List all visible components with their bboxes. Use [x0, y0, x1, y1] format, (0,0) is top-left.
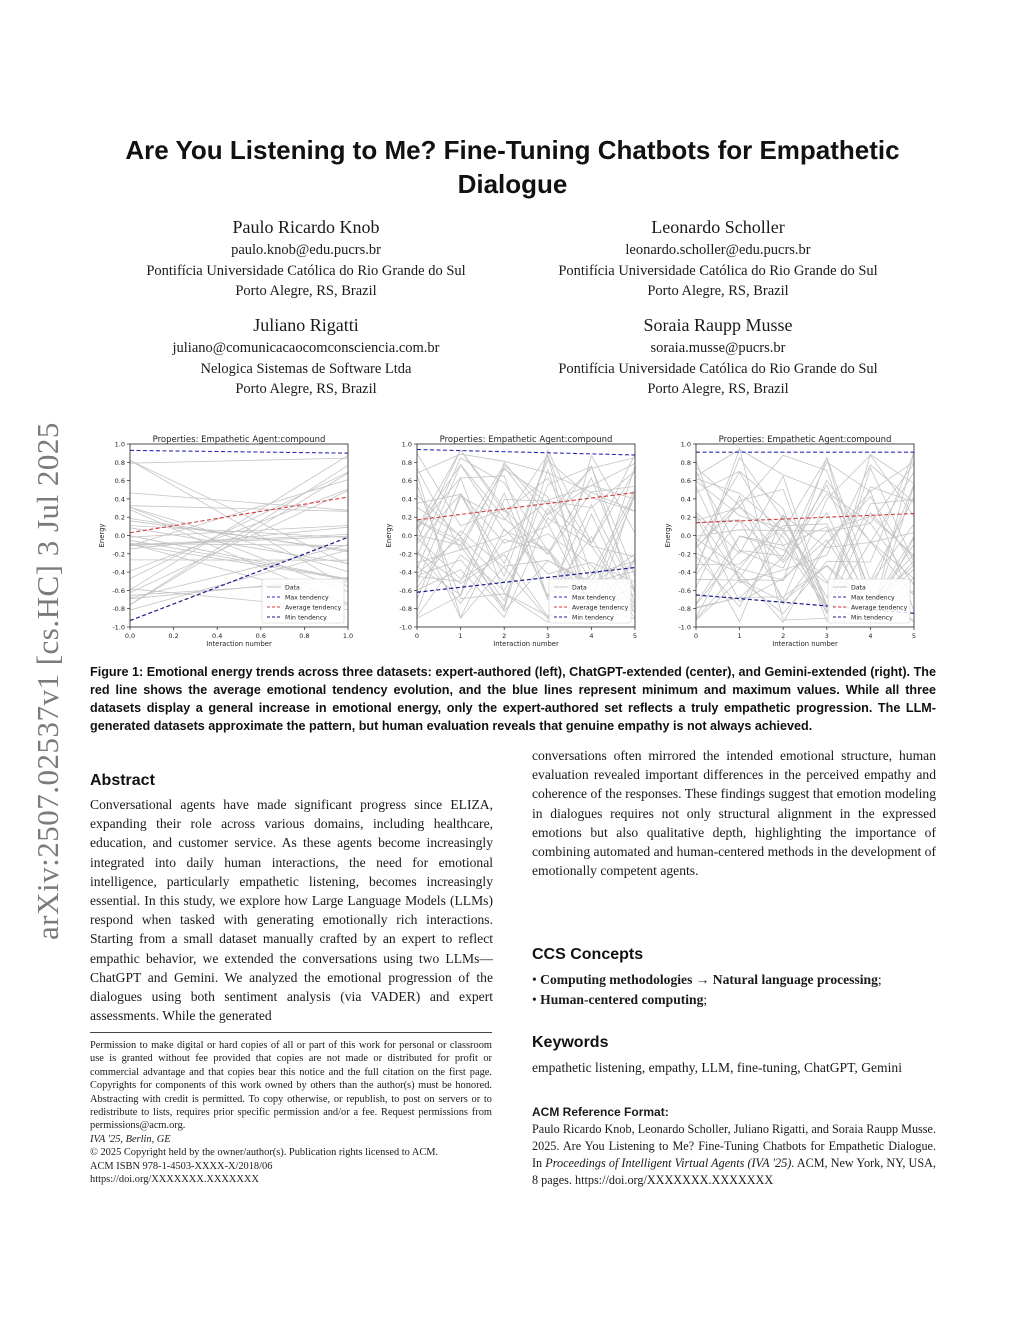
x-tick-label: 5 — [632, 632, 638, 640]
y-tick-label: -0.2 — [112, 550, 125, 559]
y-tick-label: 0.4 — [114, 495, 125, 504]
chart-title: Properties: Empathetic Agent:compound — [439, 435, 613, 445]
legend-label: Max tendency — [285, 594, 329, 602]
author-block-4 — [508, 312, 928, 400]
x-axis-label: Interaction number — [772, 640, 838, 648]
legend-label: Min tendency — [572, 614, 614, 622]
permission-text: Permission to make digital or hard copies of all or part of this work for personal or classroom use is granted without fee provided that copies are not made or distributed for profit or commercial advantage and that copies bear this notice and the full citation on the first page. Copyrights for components of this work owned by others than the author(s) must be honored. Abstracting with credit is permitted. To copy otherwise, or republish, to post on servers or to redistribute to lists, requires prior specific permission and/or a fee. Request permissions from permissions@acm.org. — [90, 1040, 492, 1132]
legend-label: Data — [285, 584, 300, 592]
max-tendency-line — [417, 449, 635, 454]
author-affiliation: Pontifícia Universidade Católica do Rio Grande do Sul — [146, 262, 466, 279]
author-email[interactable]: paulo.knob@edu.pucrs.br — [231, 242, 381, 258]
legend-label: Max tendency — [572, 594, 616, 602]
x-tick-label: 4 — [589, 632, 594, 640]
legend-label: Average tendency — [572, 604, 629, 612]
y-tick-label: 0.6 — [401, 477, 412, 486]
author-affiliation: Pontifícia Universidade Católica do Rio Grande do Sul — [558, 360, 878, 377]
x-tick-label: 1 — [458, 632, 463, 640]
legend-label: Data — [851, 584, 866, 592]
y-tick-label: 1.0 — [114, 440, 125, 449]
legend-label: Min tendency — [851, 614, 893, 622]
y-tick-label: -1.0 — [112, 623, 125, 632]
reference-text — [532, 1121, 936, 1189]
max-tendency-line — [130, 450, 348, 453]
y-axis-label: Energy — [98, 523, 106, 548]
data-trace — [130, 458, 348, 463]
y-tick-label: 0.0 — [401, 532, 412, 540]
x-tick-label: 3 — [824, 632, 829, 640]
copyright-line: © 2025 Copyright held by the owner/author(s). Publication rights licensed to ACM. — [90, 1147, 439, 1159]
data-trace — [130, 506, 348, 512]
author-block-1 — [96, 214, 516, 302]
isbn-line: ACM ISBN 978-1-4503-XXXX-X/2018/06 — [90, 1160, 273, 1172]
y-tick-label: -0.2 — [678, 550, 691, 559]
author-email[interactable]: juliano@comunicacaocomconsciencia.com.br — [172, 340, 440, 356]
author-affiliation: Pontifícia Universidade Católica do Rio Grande do Sul — [558, 262, 878, 279]
y-tick-label: 0.8 — [401, 458, 412, 467]
x-tick-label: 0.2 — [168, 632, 179, 640]
figure-1-charts — [92, 428, 937, 653]
legend-label: Data — [572, 584, 587, 592]
author-name: Paulo Ricardo Knob — [232, 217, 380, 237]
doi-link[interactable]: https://doi.org/XXXXXXX.XXXXXXX — [90, 1174, 259, 1186]
venue-line: IVA '25, Berlin, GE — [90, 1133, 171, 1145]
y-tick-label: 0.2 — [680, 513, 691, 522]
x-tick-label: 3 — [545, 632, 550, 640]
ccs-tail: ; — [877, 972, 882, 987]
y-tick-label: -0.6 — [112, 586, 125, 595]
chart-title: Properties: Empathetic Agent:compound — [718, 435, 892, 445]
y-tick-label: -0.4 — [399, 568, 412, 577]
y-tick-label: 0.4 — [680, 495, 691, 504]
chart-legend — [549, 579, 631, 623]
x-tick-label: 0.0 — [124, 632, 136, 640]
y-tick-label: 0.8 — [114, 458, 125, 467]
paper-title: Are You Listening to Me? Fine-Tuning Chatbots for Empathetic Dialogue — [125, 135, 900, 199]
y-axis-label: Energy — [385, 523, 393, 548]
reference-post: . ACM, New York, NY, USA, 8 pages. https://doi.org/XXXXXXX.XXXXXXX — [532, 1156, 936, 1187]
permission-notice — [90, 1032, 492, 1186]
y-tick-label: -1.0 — [678, 623, 691, 632]
x-tick-label: 2 — [781, 632, 786, 640]
abstract-heading: Abstract — [90, 772, 155, 789]
ccs-list — [532, 970, 936, 1010]
ccs-item — [532, 990, 936, 1010]
author-name: Juliano Rigatti — [253, 315, 359, 335]
author-name: Soraia Raupp Musse — [643, 315, 793, 335]
x-tick-label: 0.8 — [299, 632, 310, 640]
author-location: Porto Alegre, RS, Brazil — [647, 283, 789, 299]
legend-label: Average tendency — [285, 604, 342, 612]
y-tick-label: -0.8 — [678, 605, 691, 614]
chart-panel-1 — [98, 435, 353, 648]
author-location: Porto Alegre, RS, Brazil — [647, 381, 789, 397]
reference-pre: Paulo Ricardo Knob, Leonardo Scholler, Juliano Rigatti, and Soraia Raupp Musse. 2025. Are You Listening to Me? Fine-Tuning Chatbots for Empathetic Dialogue. In — [532, 1122, 936, 1170]
reference-venue: Proceedings of Intelligent Virtual Agents (IVA '25) — [545, 1156, 792, 1170]
data-trace — [130, 491, 348, 593]
y-tick-label: 1.0 — [401, 440, 412, 449]
y-tick-label: 0.0 — [680, 532, 691, 540]
chart-panel-3 — [664, 435, 916, 648]
author-location: Porto Alegre, RS, Brazil — [235, 283, 377, 299]
figure-1 — [92, 428, 937, 653]
y-tick-label: -0.8 — [112, 605, 125, 614]
chart-panel-2 — [385, 435, 637, 648]
keywords-heading: Keywords — [532, 1034, 609, 1051]
data-trace — [130, 536, 348, 579]
y-axis-label: Energy — [664, 523, 672, 548]
figure-caption: Figure 1: Emotional energy trends across three datasets: expert-authored (left), ChatGPT-extended (center), and Gemini-extended (right). The red line shows the average emotional tendency evolution, and the blue lines represent minimum and maximum values. While all three datasets display a general increase in emotional energy, only the expert-authored set reflects a truly empathetic progression. The LLM-generated datasets approximate the pattern, but human evaluation reveals that genuine empathy is not always achieved. — [90, 665, 936, 733]
ccs-item — [532, 970, 936, 990]
bullet: • — [532, 992, 537, 1007]
y-tick-label: 0.2 — [114, 513, 125, 522]
x-tick-label: 5 — [911, 632, 917, 640]
x-tick-label: 4 — [868, 632, 873, 640]
x-tick-label: 1 — [737, 632, 742, 640]
ccs-concept: Computing methodologies → Natural language processing — [540, 972, 878, 987]
y-tick-label: 0.8 — [680, 458, 691, 467]
legend-label: Max tendency — [851, 594, 895, 602]
abstract-text-right: conversations often mirrored the intended emotional structure, human evaluation revealed important differences in the perceived empathy and coherence of the responses. These findings suggest that emotion modeling in dialogues requires not only structural alignment in the expressed emotions but also qualitative depth, highlighting the importance of combining automated and human-centered methods in the development of emotionally competent agents. — [532, 748, 936, 879]
y-tick-label: 0.6 — [114, 477, 125, 486]
y-tick-label: 0.4 — [401, 495, 412, 504]
legend-label: Min tendency — [285, 614, 327, 622]
author-email[interactable]: leonardo.scholler@edu.pucrs.br — [625, 242, 811, 258]
y-tick-label: -1.0 — [399, 623, 412, 632]
y-tick-label: -0.8 — [399, 605, 412, 614]
chart-legend — [262, 579, 344, 623]
x-tick-label: 0.4 — [212, 632, 223, 640]
x-tick-label: 0 — [414, 632, 420, 640]
x-tick-label: 0 — [693, 632, 699, 640]
y-tick-label: 1.0 — [680, 440, 691, 449]
ccs-concept: Human-centered computing — [540, 992, 704, 1007]
x-tick-label: 1.0 — [342, 632, 354, 640]
x-tick-label: 0.6 — [255, 632, 266, 640]
x-axis-label: Interaction number — [206, 640, 272, 648]
author-affiliation: Nelogica Sistemas de Software Ltda — [200, 360, 412, 377]
abstract-text-left: Conversational agents have made significant progress since ELIZA, expanding their role across various domains, including healthcare, education, and customer service. As these agents become increasingly integrated into daily human interactions, the need for emotional intelligence, particularly empathetic listening, becomes increasingly essential. In this study, we explore how Large Language Models (LLMs) respond when tasked with generating emotionally rich interactions. Starting from a small dataset manually crafted by an expert to reflect empathic behavior, we extended the conversations using two LLMs—ChatGPT and Gemini. We analyzed the emotional progression of the dialogues using both sentiment analysis (via VADER) and expert assessments. While the generated — [90, 797, 493, 1024]
y-tick-label: -0.6 — [399, 586, 412, 595]
author-email[interactable]: soraia.musse@pucrs.br — [650, 340, 786, 356]
ccs-heading: CCS Concepts — [532, 946, 644, 963]
y-tick-label: -0.4 — [678, 568, 691, 577]
keywords-text: empathetic listening, empathy, LLM, fine-tuning, ChatGPT, Gemini — [532, 1060, 902, 1075]
author-block-3 — [96, 312, 516, 400]
bullet: • — [532, 972, 537, 987]
y-tick-label: -0.6 — [678, 586, 691, 595]
x-axis-label: Interaction number — [493, 640, 559, 648]
reference-heading: ACM Reference Format: — [532, 1105, 669, 1119]
x-tick-label: 2 — [502, 632, 507, 640]
author-location: Porto Alegre, RS, Brazil — [235, 381, 377, 397]
y-tick-label: 0.2 — [401, 513, 412, 522]
data-trace — [696, 523, 914, 585]
y-tick-label: -0.4 — [112, 568, 125, 577]
y-tick-label: -0.2 — [399, 550, 412, 559]
y-tick-label: 0.0 — [114, 532, 125, 540]
chart-title: Properties: Empathetic Agent:compound — [152, 435, 326, 445]
author-name: Leonardo Scholler — [651, 217, 785, 237]
y-tick-label: 0.6 — [680, 477, 691, 486]
chart-legend — [828, 579, 910, 623]
author-block-2 — [508, 214, 928, 302]
arxiv-identifier: arXiv:2507.02537v1 [cs.HC] 3 Jul 2025 — [30, 422, 65, 940]
ccs-tail: ; — [703, 992, 708, 1007]
legend-label: Average tendency — [851, 604, 908, 612]
